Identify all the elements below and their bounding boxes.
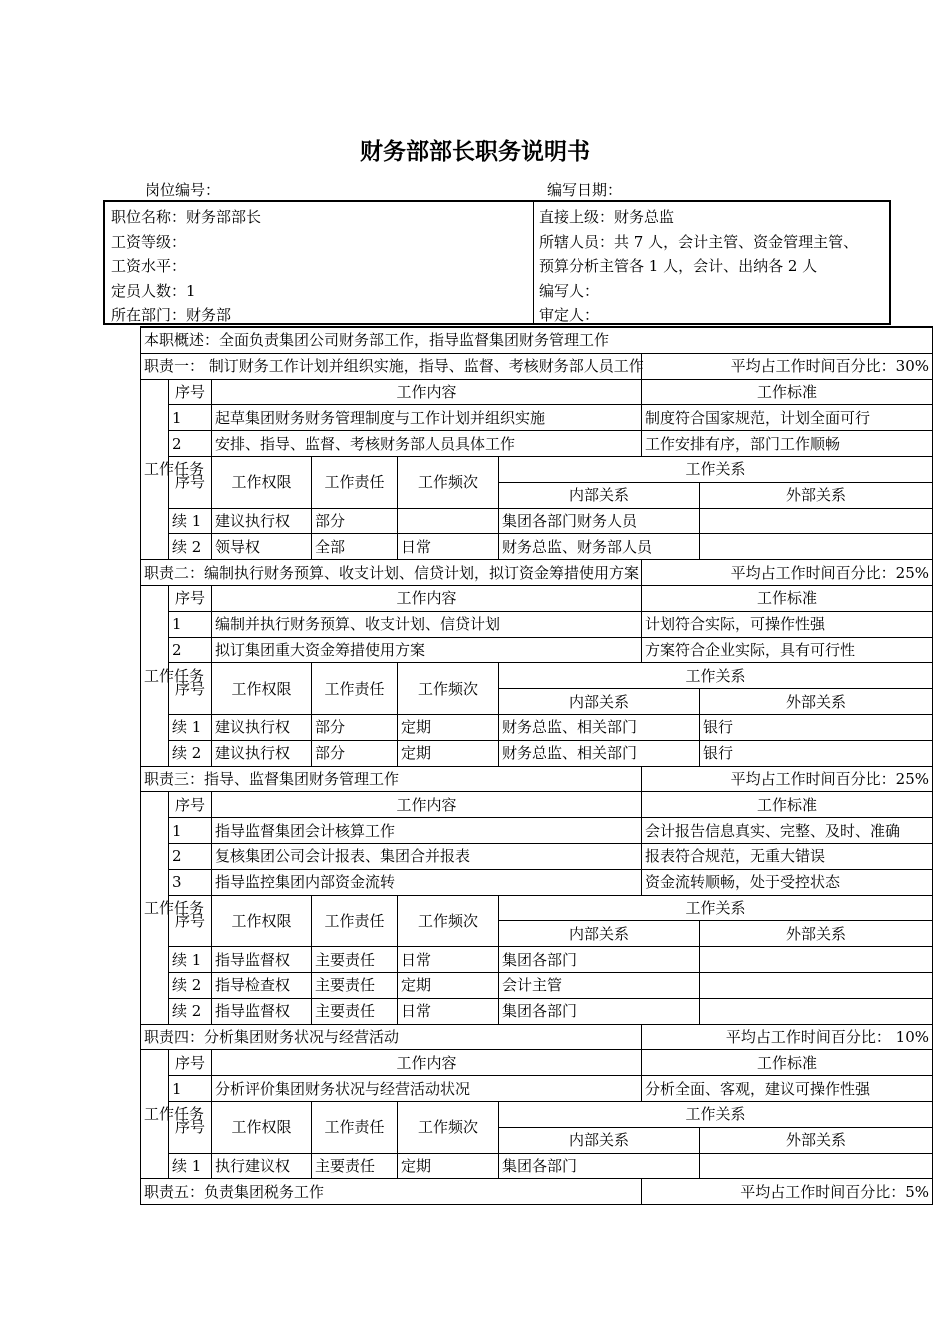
relation-internal: 集团各部门财务人员 bbox=[499, 508, 700, 534]
relation-authority: 建议执行权 bbox=[212, 508, 312, 534]
task-seq: 3 bbox=[169, 869, 212, 895]
frequency-header: 工作频次 bbox=[398, 663, 499, 715]
duty-header-row bbox=[141, 766, 933, 792]
authority-header: 工作权限 bbox=[212, 1101, 312, 1153]
responsibility-header: 工作责任 bbox=[312, 663, 398, 715]
task-row bbox=[141, 637, 933, 663]
duty-time-percent: 平均占工作时间百分比： 10% bbox=[642, 1024, 933, 1050]
relation-internal: 财务总监、财务部人员 bbox=[499, 534, 700, 560]
task-row bbox=[141, 818, 933, 844]
task-vertical-label: 工作任务 bbox=[141, 792, 169, 1024]
content-header: 工作内容 bbox=[212, 585, 642, 611]
relation-responsibility: 部分 bbox=[312, 714, 398, 740]
approver-field: 审定人： bbox=[539, 306, 600, 325]
duty-header-row bbox=[141, 353, 933, 379]
task-standard: 会计报告信息真实、完整、及时、准确 bbox=[642, 818, 933, 844]
relation-authority: 指导检查权 bbox=[212, 972, 312, 998]
relation-frequency: 日常 bbox=[398, 534, 499, 560]
relation-frequency: 日常 bbox=[398, 947, 499, 973]
relation-frequency: 定期 bbox=[398, 972, 499, 998]
task-seq: 1 bbox=[169, 818, 212, 844]
seq-header: 序号 bbox=[169, 663, 212, 715]
relation-row bbox=[141, 740, 933, 766]
relation-responsibility: 主要责任 bbox=[312, 972, 398, 998]
salary-level-field: 工资水平： bbox=[111, 257, 187, 276]
relation-authority: 执行建议权 bbox=[212, 1153, 312, 1179]
frequency-header: 工作频次 bbox=[398, 1101, 499, 1153]
relation-header: 工作关系 bbox=[499, 663, 933, 689]
task-content: 指导监控集团内部资金流转 bbox=[212, 869, 642, 895]
task-standard: 计划符合实际，可操作性强 bbox=[642, 611, 933, 637]
task-row bbox=[141, 405, 933, 431]
relation-internal: 集团各部门 bbox=[499, 1153, 700, 1179]
duty-time-percent: 平均占工作时间百分比：25% bbox=[642, 766, 933, 792]
relation-frequency: 日常 bbox=[398, 998, 499, 1024]
relation-seq: 续 1 bbox=[169, 714, 212, 740]
authority-header: 工作权限 bbox=[212, 663, 312, 715]
position-number-label: 岗位编号： bbox=[145, 181, 221, 199]
seq-header: 序号 bbox=[169, 1050, 212, 1076]
task-content: 复核集团公司会计报表、集团合并报表 bbox=[212, 843, 642, 869]
task-standard: 分析全面、客观，建议可操作性强 bbox=[642, 1076, 933, 1102]
relation-seq: 续 2 bbox=[169, 534, 212, 560]
duty-time-percent: 平均占工作时间百分比：25% bbox=[642, 560, 933, 586]
relation-external bbox=[700, 972, 933, 998]
relation-frequency: 定期 bbox=[398, 740, 499, 766]
task-seq: 1 bbox=[169, 1076, 212, 1102]
task-row bbox=[141, 611, 933, 637]
seq-header: 序号 bbox=[169, 1101, 212, 1153]
relation-row bbox=[141, 508, 933, 534]
frequency-header: 工作频次 bbox=[398, 456, 499, 508]
relation-internal: 财务总监、相关部门 bbox=[499, 714, 700, 740]
task-vertical-label: 工作任务 bbox=[141, 1050, 169, 1179]
content-header: 工作内容 bbox=[212, 379, 642, 405]
job-title-field: 职位名称：财务部部长 bbox=[111, 208, 262, 226]
relation-header-row bbox=[141, 663, 933, 689]
relation-seq: 续 1 bbox=[169, 1153, 212, 1179]
task-standard: 报表符合规范，无重大错误 bbox=[642, 843, 933, 869]
relation-header-row bbox=[141, 1101, 933, 1127]
task-header-row bbox=[141, 792, 933, 818]
internal-relation-header: 内部关系 bbox=[499, 921, 700, 947]
task-standard: 方案符合企业实际，具有可行性 bbox=[642, 637, 933, 663]
duty-header-row bbox=[141, 560, 933, 586]
relation-row bbox=[141, 714, 933, 740]
seq-header: 序号 bbox=[169, 895, 212, 947]
author-field: 编写人： bbox=[539, 281, 600, 300]
internal-relation-header: 内部关系 bbox=[499, 1127, 700, 1153]
duty-header-row bbox=[141, 1024, 933, 1050]
task-content: 拟订集团重大资金筹措使用方案 bbox=[212, 637, 642, 663]
standard-header: 工作标准 bbox=[642, 1050, 933, 1076]
relation-internal: 集团各部门 bbox=[499, 947, 700, 973]
standard-header: 工作标准 bbox=[642, 792, 933, 818]
task-standard: 工作安排有序，部门工作顺畅 bbox=[642, 431, 933, 457]
subordinates-field: 所辖人员：共 7 人，会计主管、资金管理主管、 bbox=[539, 232, 859, 251]
task-seq: 2 bbox=[169, 637, 212, 663]
basic-info-box bbox=[103, 200, 891, 325]
task-header-row bbox=[141, 379, 933, 405]
relation-seq: 续 2 bbox=[169, 998, 212, 1024]
relation-responsibility: 部分 bbox=[312, 508, 398, 534]
task-row bbox=[141, 1076, 933, 1102]
relation-internal: 财务总监、相关部门 bbox=[499, 740, 700, 766]
duty-title: 职责二：编制执行财务预算、收支计划、信贷计划，拟订资金筹措使用方案 bbox=[141, 560, 642, 586]
write-date-label: 编写日期： bbox=[547, 181, 623, 199]
duty-header-row bbox=[141, 1179, 933, 1205]
relation-internal: 会计主管 bbox=[499, 972, 700, 998]
relation-seq: 续 1 bbox=[169, 947, 212, 973]
duties-table bbox=[140, 326, 933, 1205]
duty-time-percent: 平均占工作时间百分比：5% bbox=[642, 1179, 933, 1205]
supervisor-field: 直接上级：财务总监 bbox=[539, 208, 675, 226]
responsibility-header: 工作责任 bbox=[312, 1101, 398, 1153]
relation-authority: 建议执行权 bbox=[212, 740, 312, 766]
info-left-column bbox=[111, 205, 261, 328]
duty-title: 职责一： 制订财务工作计划并组织实施，指导、监督、考核财务部人员工作 bbox=[141, 353, 642, 379]
info-right-column bbox=[539, 205, 858, 328]
responsibility-header: 工作责任 bbox=[312, 895, 398, 947]
frequency-header: 工作频次 bbox=[398, 895, 499, 947]
task-row bbox=[141, 869, 933, 895]
seq-header: 序号 bbox=[169, 585, 212, 611]
task-content: 起草集团财务财务管理制度与工作计划并组织实施 bbox=[212, 405, 642, 431]
task-row bbox=[141, 431, 933, 457]
relation-row bbox=[141, 972, 933, 998]
task-content: 安排、指导、监督、考核财务部人员具体工作 bbox=[212, 431, 642, 457]
task-content: 指导监督集团会计核算工作 bbox=[212, 818, 642, 844]
relation-authority: 领导权 bbox=[212, 534, 312, 560]
relation-authority: 指导监督权 bbox=[212, 998, 312, 1024]
task-vertical-label: 工作任务 bbox=[141, 585, 169, 766]
relation-responsibility: 部分 bbox=[312, 740, 398, 766]
duty-time-percent: 平均占工作时间百分比：30% bbox=[642, 353, 933, 379]
duty-title: 职责三：指导、监督集团财务管理工作 bbox=[141, 766, 642, 792]
task-content: 编制并执行财务预算、收支计划、信贷计划 bbox=[212, 611, 642, 637]
authority-header: 工作权限 bbox=[212, 456, 312, 508]
external-relation-header: 外部关系 bbox=[700, 482, 933, 508]
duty-title: 职责五：负责集团税务工作 bbox=[141, 1179, 642, 1205]
relation-responsibility: 主要责任 bbox=[312, 947, 398, 973]
relation-seq: 续 2 bbox=[169, 740, 212, 766]
relation-external bbox=[700, 998, 933, 1024]
relation-header: 工作关系 bbox=[499, 895, 933, 921]
relation-responsibility: 主要责任 bbox=[312, 1153, 398, 1179]
relation-row bbox=[141, 947, 933, 973]
task-header-row bbox=[141, 1050, 933, 1076]
relation-external bbox=[700, 947, 933, 973]
relation-frequency: 定期 bbox=[398, 1153, 499, 1179]
document-title: 财务部部长职务说明书 bbox=[360, 139, 590, 165]
subordinates-field-cont: 预算分析主管各 1 人，会计、出纳各 2 人 bbox=[539, 257, 818, 276]
relation-row bbox=[141, 534, 933, 560]
task-header-row bbox=[141, 585, 933, 611]
task-seq: 2 bbox=[169, 431, 212, 457]
relation-authority: 指导监督权 bbox=[212, 947, 312, 973]
external-relation-header: 外部关系 bbox=[700, 921, 933, 947]
content-header: 工作内容 bbox=[212, 792, 642, 818]
relation-frequency bbox=[398, 508, 499, 534]
content-header: 工作内容 bbox=[212, 1050, 642, 1076]
summary-row bbox=[141, 327, 933, 353]
relation-external bbox=[700, 1153, 933, 1179]
relation-internal: 集团各部门 bbox=[499, 998, 700, 1024]
task-seq: 2 bbox=[169, 843, 212, 869]
relation-frequency: 定期 bbox=[398, 714, 499, 740]
duty-title: 职责四：分析集团财务状况与经营活动 bbox=[141, 1024, 642, 1050]
external-relation-header: 外部关系 bbox=[700, 1127, 933, 1153]
seq-header: 序号 bbox=[169, 792, 212, 818]
relation-external bbox=[700, 534, 933, 560]
relation-header-row bbox=[141, 895, 933, 921]
task-standard: 制度符合国家规范，计划全面可行 bbox=[642, 405, 933, 431]
relation-responsibility: 全部 bbox=[312, 534, 398, 560]
internal-relation-header: 内部关系 bbox=[499, 689, 700, 715]
relation-row bbox=[141, 998, 933, 1024]
relation-authority: 建议执行权 bbox=[212, 714, 312, 740]
authority-header: 工作权限 bbox=[212, 895, 312, 947]
task-seq: 1 bbox=[169, 611, 212, 637]
relation-external bbox=[700, 508, 933, 534]
relation-header: 工作关系 bbox=[499, 456, 933, 482]
department-field: 所在部门：财务部 bbox=[111, 306, 232, 325]
relation-row bbox=[141, 1153, 933, 1179]
task-vertical-label: 工作任务 bbox=[141, 379, 169, 560]
external-relation-header: 外部关系 bbox=[700, 689, 933, 715]
task-row bbox=[141, 843, 933, 869]
standard-header: 工作标准 bbox=[642, 585, 933, 611]
relation-responsibility: 主要责任 bbox=[312, 998, 398, 1024]
responsibility-header: 工作责任 bbox=[312, 456, 398, 508]
info-divider bbox=[533, 202, 534, 323]
standard-header: 工作标准 bbox=[642, 379, 933, 405]
relation-external: 银行 bbox=[700, 740, 933, 766]
seq-header: 序号 bbox=[169, 379, 212, 405]
task-seq: 1 bbox=[169, 405, 212, 431]
relation-seq: 续 2 bbox=[169, 972, 212, 998]
salary-grade-field: 工资等级： bbox=[111, 232, 187, 251]
task-standard: 资金流转顺畅，处于受控状态 bbox=[642, 869, 933, 895]
relation-external: 银行 bbox=[700, 714, 933, 740]
relation-seq: 续 1 bbox=[169, 508, 212, 534]
headcount-field: 定员人数：1 bbox=[111, 281, 196, 300]
relation-header: 工作关系 bbox=[499, 1101, 933, 1127]
relation-header-row bbox=[141, 456, 933, 482]
internal-relation-header: 内部关系 bbox=[499, 482, 700, 508]
seq-header: 序号 bbox=[169, 456, 212, 508]
task-content: 分析评价集团财务状况与经营活动状况 bbox=[212, 1076, 642, 1102]
job-summary: 本职概述：全面负责集团公司财务部工作，指导监督集团财务管理工作 bbox=[141, 327, 933, 353]
